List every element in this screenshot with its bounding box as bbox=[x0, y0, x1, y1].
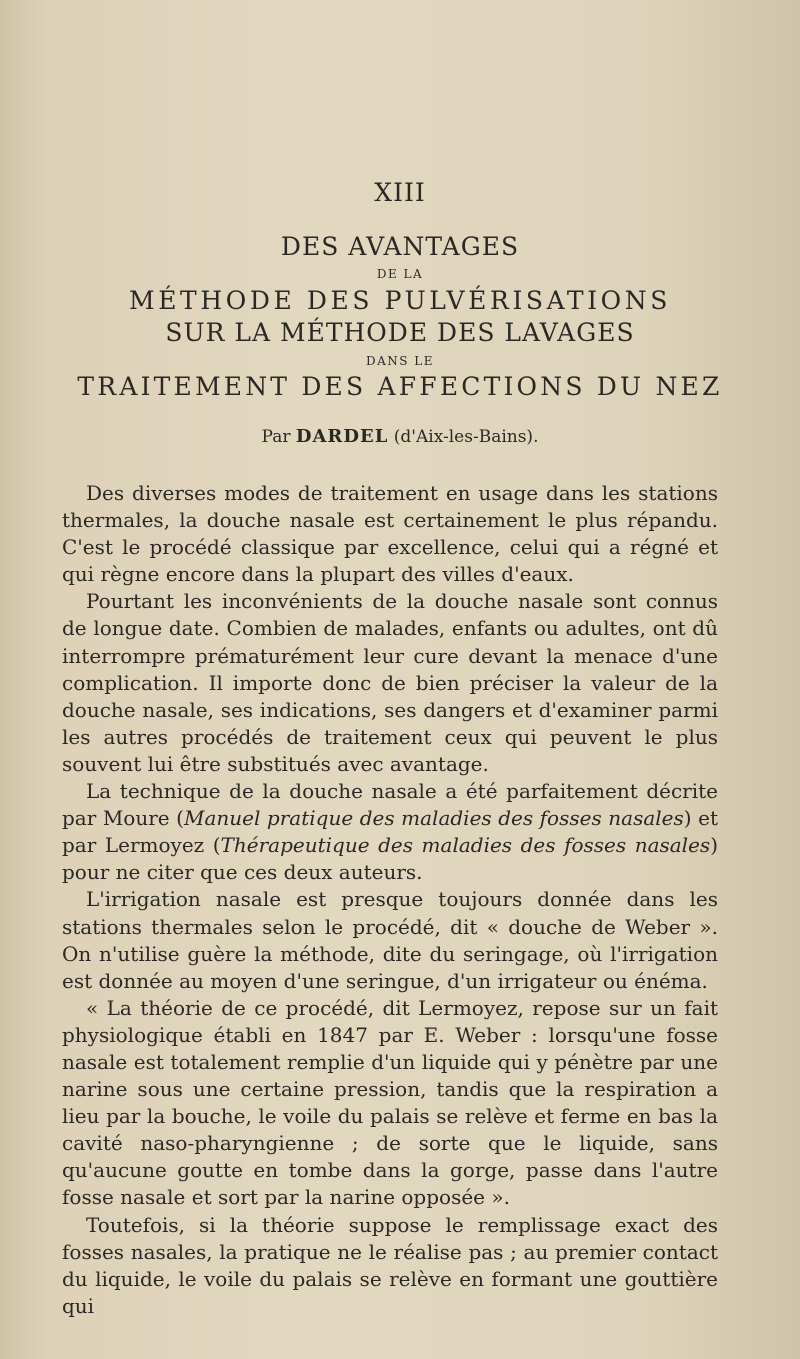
article-body bbox=[62, 480, 718, 1320]
title-line-3: SUR LA MÉTHODE DES LAVAGES bbox=[165, 318, 635, 347]
title-connector-dans-le: DANS LE bbox=[365, 354, 435, 368]
paragraph-3-text-b: ) et par Lermoyez ( bbox=[62, 806, 718, 858]
title-connector-de-la: DE LA bbox=[376, 267, 424, 281]
title-line-4: TRAITEMENT DES AFFECTIONS DU NEZ bbox=[77, 372, 723, 401]
author-name: DARDEL bbox=[295, 426, 389, 447]
cited-work-lermoyez: Thérapeutique des maladies des fosses nasales bbox=[220, 833, 711, 858]
paragraph-4: L'irrigation nasale est presque toujours donnée dans les stations thermales selon le procédé, dit « douche de Weber ». On n'utilise guère la méthode, dite du seringage, où l'irrigation est donnée au moyen d'une seringue, d'un irrigateur ou énéma. bbox=[62, 887, 718, 993]
cited-work-moure: Manuel pratique des maladies des fosses nasales bbox=[183, 806, 684, 831]
paragraph-3-text-a: La technique de la douche nasale a été parfaitement décrite par Moure ( bbox=[62, 779, 718, 831]
byline bbox=[0, 426, 800, 447]
paragraph-6: Toutefois, si la théorie suppose le remplissage exact des fosses nasales, la pratique ne le réalise pas ; au premier contact du liquide, le voile du palais se relève en formant une gouttière qui bbox=[62, 1212, 718, 1318]
chapter-number: XIII bbox=[374, 178, 426, 207]
title-line-2: MÉTHODE DES PULVÉRISATIONS bbox=[129, 286, 671, 315]
title-line-1: DES AVANTAGES bbox=[280, 232, 520, 261]
paragraph-3-text-c: ) pour ne citer que ces deux auteurs. bbox=[62, 833, 718, 885]
paragraph-5: « La théorie de ce procédé, dit Lermoyez, repose sur un fait physiologique établi en 1847 par E. Weber : lorsqu'une fosse nasale est totalement remplie d'un liquide qui y pénètre par une narine sous une certaine pression, tandis que la respiration a lieu par la bouche, le voile du palais se relève et ferme en bas la cavité naso-pharyngienne ; de sorte que le liquide, sans qu'aucune goutte en tombe dans la gorge, passe dans l'autre fosse nasale et sort par la narine opposée ». bbox=[62, 995, 718, 1210]
paragraph-3 bbox=[62, 778, 718, 886]
author-affiliation: (d'Aix-les-Bains). bbox=[393, 427, 539, 447]
byline-prefix: Par bbox=[261, 427, 291, 447]
paragraph-1: Des diverses modes de traitement en usage dans les stations thermales, la douche nasale est certainement le plus répandu. C'est le procédé classique par excellence, celui qui a régné et qui règne encore dans la plupart des villes d'eaux. bbox=[62, 481, 718, 587]
paragraph-2: Pourtant les inconvénients de la douche nasale sont connus de longue date. Combien de malades, enfants ou adultes, ont dû interrompre prématurément leur cure devant la menace d'une complication. Il importe donc de bien préciser la valeur de la douche nasale, ses indications, ses dangers et d'examiner parmi les autres procédés de traitement ceux qui peuvent le plus souvent lui être substitués avec avantage. bbox=[62, 589, 718, 776]
